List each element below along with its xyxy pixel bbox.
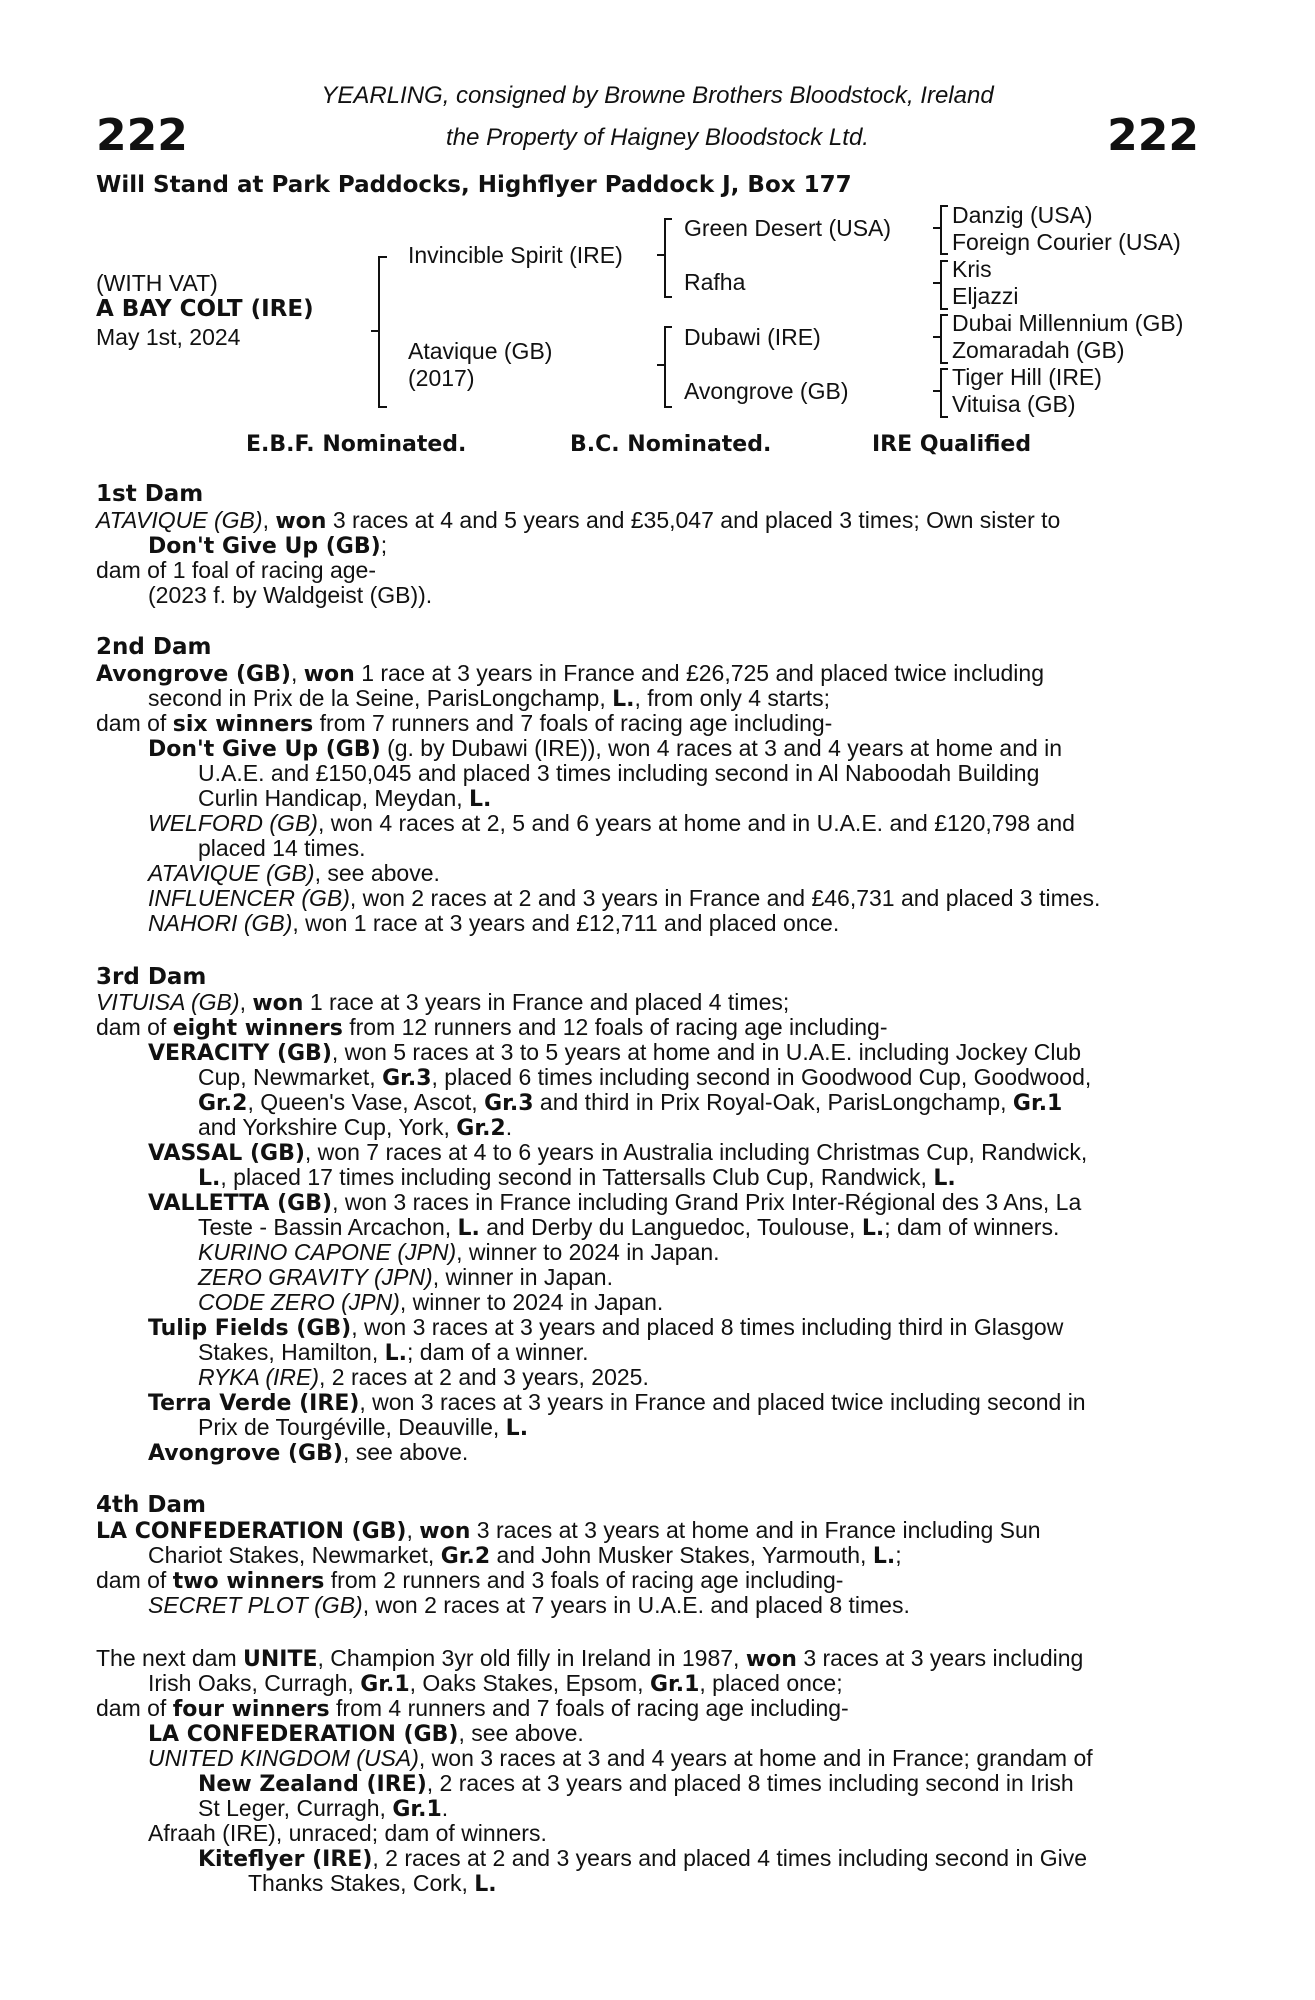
dam2-line2: second in Prix de la Seine, ParisLongchamp, L., from only 4 starts; — [148, 685, 831, 712]
dam-brace-tip — [657, 364, 664, 366]
dam4-line2: Chariot Stakes, Newmarket, Gr.2 and John Musker Stakes, Yarmouth, L.; — [148, 1542, 902, 1569]
g-brace-2 — [940, 260, 948, 310]
section-title-1st-dam: 1st Dam — [96, 481, 204, 507]
dam5-line8: Afraah (IRE), unraced; dam of winners. — [148, 1820, 547, 1846]
section-title-4th-dam: 4th Dam — [96, 1492, 206, 1518]
dam5-line9: Kiteflyer (IRE), 2 races at 2 and 3 years and placed 4 times including second in Give — [198, 1845, 1088, 1872]
consignor-line: YEARLING, consigned by Browne Brothers Bloodstock, Ireland — [321, 82, 994, 109]
pedigree-brace-main-tip — [371, 330, 378, 332]
dam-sire: Dubawi (IRE) — [684, 324, 821, 350]
g-brace-1 — [940, 205, 948, 255]
dam5-line6: New Zealand (IRE), 2 races at 3 years and placed 8 times including second in Irish — [198, 1770, 1074, 1797]
dam3-line13: CODE ZERO (JPN), winner to 2024 in Japan. — [198, 1289, 664, 1315]
dam3-line17: Terra Verde (IRE), won 3 races at 3 years in France and placed twice including second in — [148, 1389, 1086, 1416]
dam3-line7: VASSAL (GB), won 7 races at 4 to 6 years in Australia including Christmas Cup, Randwick, — [148, 1139, 1088, 1166]
sire-sire: Green Desert (USA) — [684, 215, 892, 241]
sire-brace-tip — [657, 254, 664, 256]
sire-brace — [664, 218, 672, 298]
dam3-line8: L., placed 17 times including second in Tattersalls Club Cup, Randwick, L. — [198, 1164, 956, 1191]
sire: Invincible Spirit (IRE) — [408, 242, 623, 268]
dam4-line1: LA CONFEDERATION (GB), won 3 races at 3 years at home and in France including Sun — [96, 1517, 1041, 1544]
dam2-line4: Don't Give Up (GB) (g. by Dubawi (IRE)), won 4 races at 3 and 4 years at home and in — [148, 735, 1063, 762]
gsire-4: Tiger Hill (IRE) — [952, 364, 1102, 390]
lot-number-left: 222 — [96, 110, 188, 161]
dam3-line15: Stakes, Hamilton, L.; dam of a winner. — [198, 1339, 589, 1366]
horse-dob: May 1st, 2024 — [96, 324, 241, 350]
property-line: the Property of Haigney Bloodstock Ltd. — [446, 124, 869, 151]
lot-number-right: 222 — [1107, 110, 1199, 161]
g-brace-3 — [940, 314, 948, 364]
gdam-1: Foreign Courier (USA) — [952, 229, 1181, 255]
dam2-line7: WELFORD (GB), won 4 races at 2, 5 and 6 years at home and in U.A.E. and £120,798 and — [148, 810, 1075, 836]
g-brace-3-tip — [933, 336, 940, 338]
gdam-3: Zomaradah (GB) — [952, 337, 1125, 363]
dam2-line6: Curlin Handicap, Meydan, L. — [198, 785, 492, 812]
g-brace-2-tip — [933, 282, 940, 284]
pedigree-brace-main — [378, 256, 387, 408]
dam5-line5: UNITED KINGDOM (USA), won 3 races at 3 and 4 years at home and in France; grandam of — [148, 1745, 1093, 1771]
dam: Atavique (GB) — [408, 338, 553, 364]
dam5-line7: St Leger, Curragh, Gr.1. — [198, 1795, 449, 1822]
dam4-line3: dam of two winners from 2 runners and 3 foals of racing age including- — [96, 1567, 844, 1594]
dam3-line6: and Yorkshire Cup, York, Gr.2. — [198, 1114, 513, 1141]
dam-dam: Avongrove (GB) — [684, 378, 849, 404]
dam-brace — [664, 326, 672, 408]
dam5-line1: The next dam UNITE, Champion 3yr old filly in Ireland in 1987, won 3 races at 3 years including — [96, 1645, 1084, 1672]
dam3-line12: ZERO GRAVITY (JPN), winner in Japan. — [198, 1264, 613, 1290]
gsire-1: Danzig (USA) — [952, 202, 1093, 228]
section-title-2nd-dam: 2nd Dam — [96, 634, 212, 660]
dam3-line10: Teste - Bassin Arcachon, L. and Derby du Languedoc, Toulouse, L.; dam of winners. — [198, 1214, 1060, 1241]
vat-note: (WITH VAT) — [96, 270, 218, 296]
dam2-line8: placed 14 times. — [198, 835, 366, 861]
gdam-2: Eljazzi — [952, 283, 1019, 309]
dam3-line18: Prix de Tourgéville, Deauville, L. — [198, 1414, 529, 1441]
dam2-line5: U.A.E. and £150,045 and placed 3 times including second in Al Naboodah Building — [198, 760, 1040, 786]
gdam-4: Vituisa (GB) — [952, 391, 1076, 417]
dam5-line3: dam of four winners from 4 runners and 7 foals of racing age including- — [96, 1695, 849, 1722]
dam2-line10: INFLUENCER (GB), won 2 races at 2 and 3 years in France and £46,731 and placed 3 times. — [148, 885, 1101, 911]
gsire-3: Dubai Millennium (GB) — [952, 310, 1184, 336]
dam4-line4: SECRET PLOT (GB), won 2 races at 7 years in U.A.E. and placed 8 times. — [148, 1592, 910, 1618]
dam1-line3: dam of 1 foal of racing age- — [96, 557, 376, 583]
g-brace-4 — [940, 368, 948, 418]
stand-location: Will Stand at Park Paddocks, Highflyer Paddock J, Box 177 — [96, 172, 852, 198]
dam-year: (2017) — [408, 365, 475, 391]
dam3-line3: VERACITY (GB), won 5 races at 3 to 5 years at home and in U.A.E. including Jockey Club — [148, 1039, 1082, 1066]
bc-nomination: B.C. Nominated. — [570, 432, 772, 457]
dam1-line2: Don't Give Up (GB); — [148, 532, 388, 559]
horse-name: A BAY COLT (IRE) — [96, 296, 314, 322]
dam3-line16: RYKA (IRE), 2 races at 2 and 3 years, 2025. — [198, 1364, 649, 1390]
gsire-2: Kris — [952, 256, 992, 282]
g-brace-4-tip — [933, 390, 940, 392]
dam2-line9: ATAVIQUE (GB), see above. — [148, 860, 440, 886]
dam5-line10: Thanks Stakes, Cork, L. — [248, 1870, 497, 1897]
sire-dam: Rafha — [684, 269, 746, 295]
dam2-line11: NAHORI (GB), won 1 race at 3 years and £12,711 and placed once. — [148, 910, 840, 936]
dam3-line9: VALLETTA (GB), won 3 races in France including Grand Prix Inter-Régional des 3 Ans, La — [148, 1189, 1082, 1216]
dam2-line3: dam of six winners from 7 runners and 7 foals of racing age including- — [96, 710, 833, 737]
dam3-line1: VITUISA (GB), won 1 race at 3 years in France and placed 4 times; — [96, 989, 790, 1016]
dam3-line2: dam of eight winners from 12 runners and 12 foals of racing age including- — [96, 1014, 888, 1041]
dam3-line4: Cup, Newmarket, Gr.3, placed 6 times including second in Goodwood Cup, Goodwood, — [198, 1064, 1092, 1091]
dam3-line14: Tulip Fields (GB), won 3 races at 3 years and placed 8 times including third in Glasgow — [148, 1314, 1064, 1341]
section-title-3rd-dam: 3rd Dam — [96, 964, 207, 990]
dam3-line11: KURINO CAPONE (JPN), winner to 2024 in Japan. — [198, 1239, 720, 1265]
dam3-line19: Avongrove (GB), see above. — [148, 1439, 469, 1466]
ire-qualified: IRE Qualified — [872, 432, 1032, 457]
ebf-nomination: E.B.F. Nominated. — [246, 432, 467, 457]
dam2-line1: Avongrove (GB), won 1 race at 3 years in France and £26,725 and placed twice including — [96, 660, 1044, 687]
dam3-line5: Gr.2, Queen's Vase, Ascot, Gr.3 and third in Prix Royal-Oak, ParisLongchamp, Gr.1 — [198, 1089, 1063, 1116]
dam5-line4: LA CONFEDERATION (GB), see above. — [148, 1720, 584, 1747]
dam1-line1: ATAVIQUE (GB), won 3 races at 4 and 5 years and £35,047 and placed 3 times; Own sister to — [96, 507, 1061, 534]
dam1-line4: (2023 f. by Waldgeist (GB)). — [148, 582, 433, 608]
dam5-line2: Irish Oaks, Curragh, Gr.1, Oaks Stakes, Epsom, Gr.1, placed once; — [148, 1670, 843, 1697]
g-brace-1-tip — [933, 227, 940, 229]
